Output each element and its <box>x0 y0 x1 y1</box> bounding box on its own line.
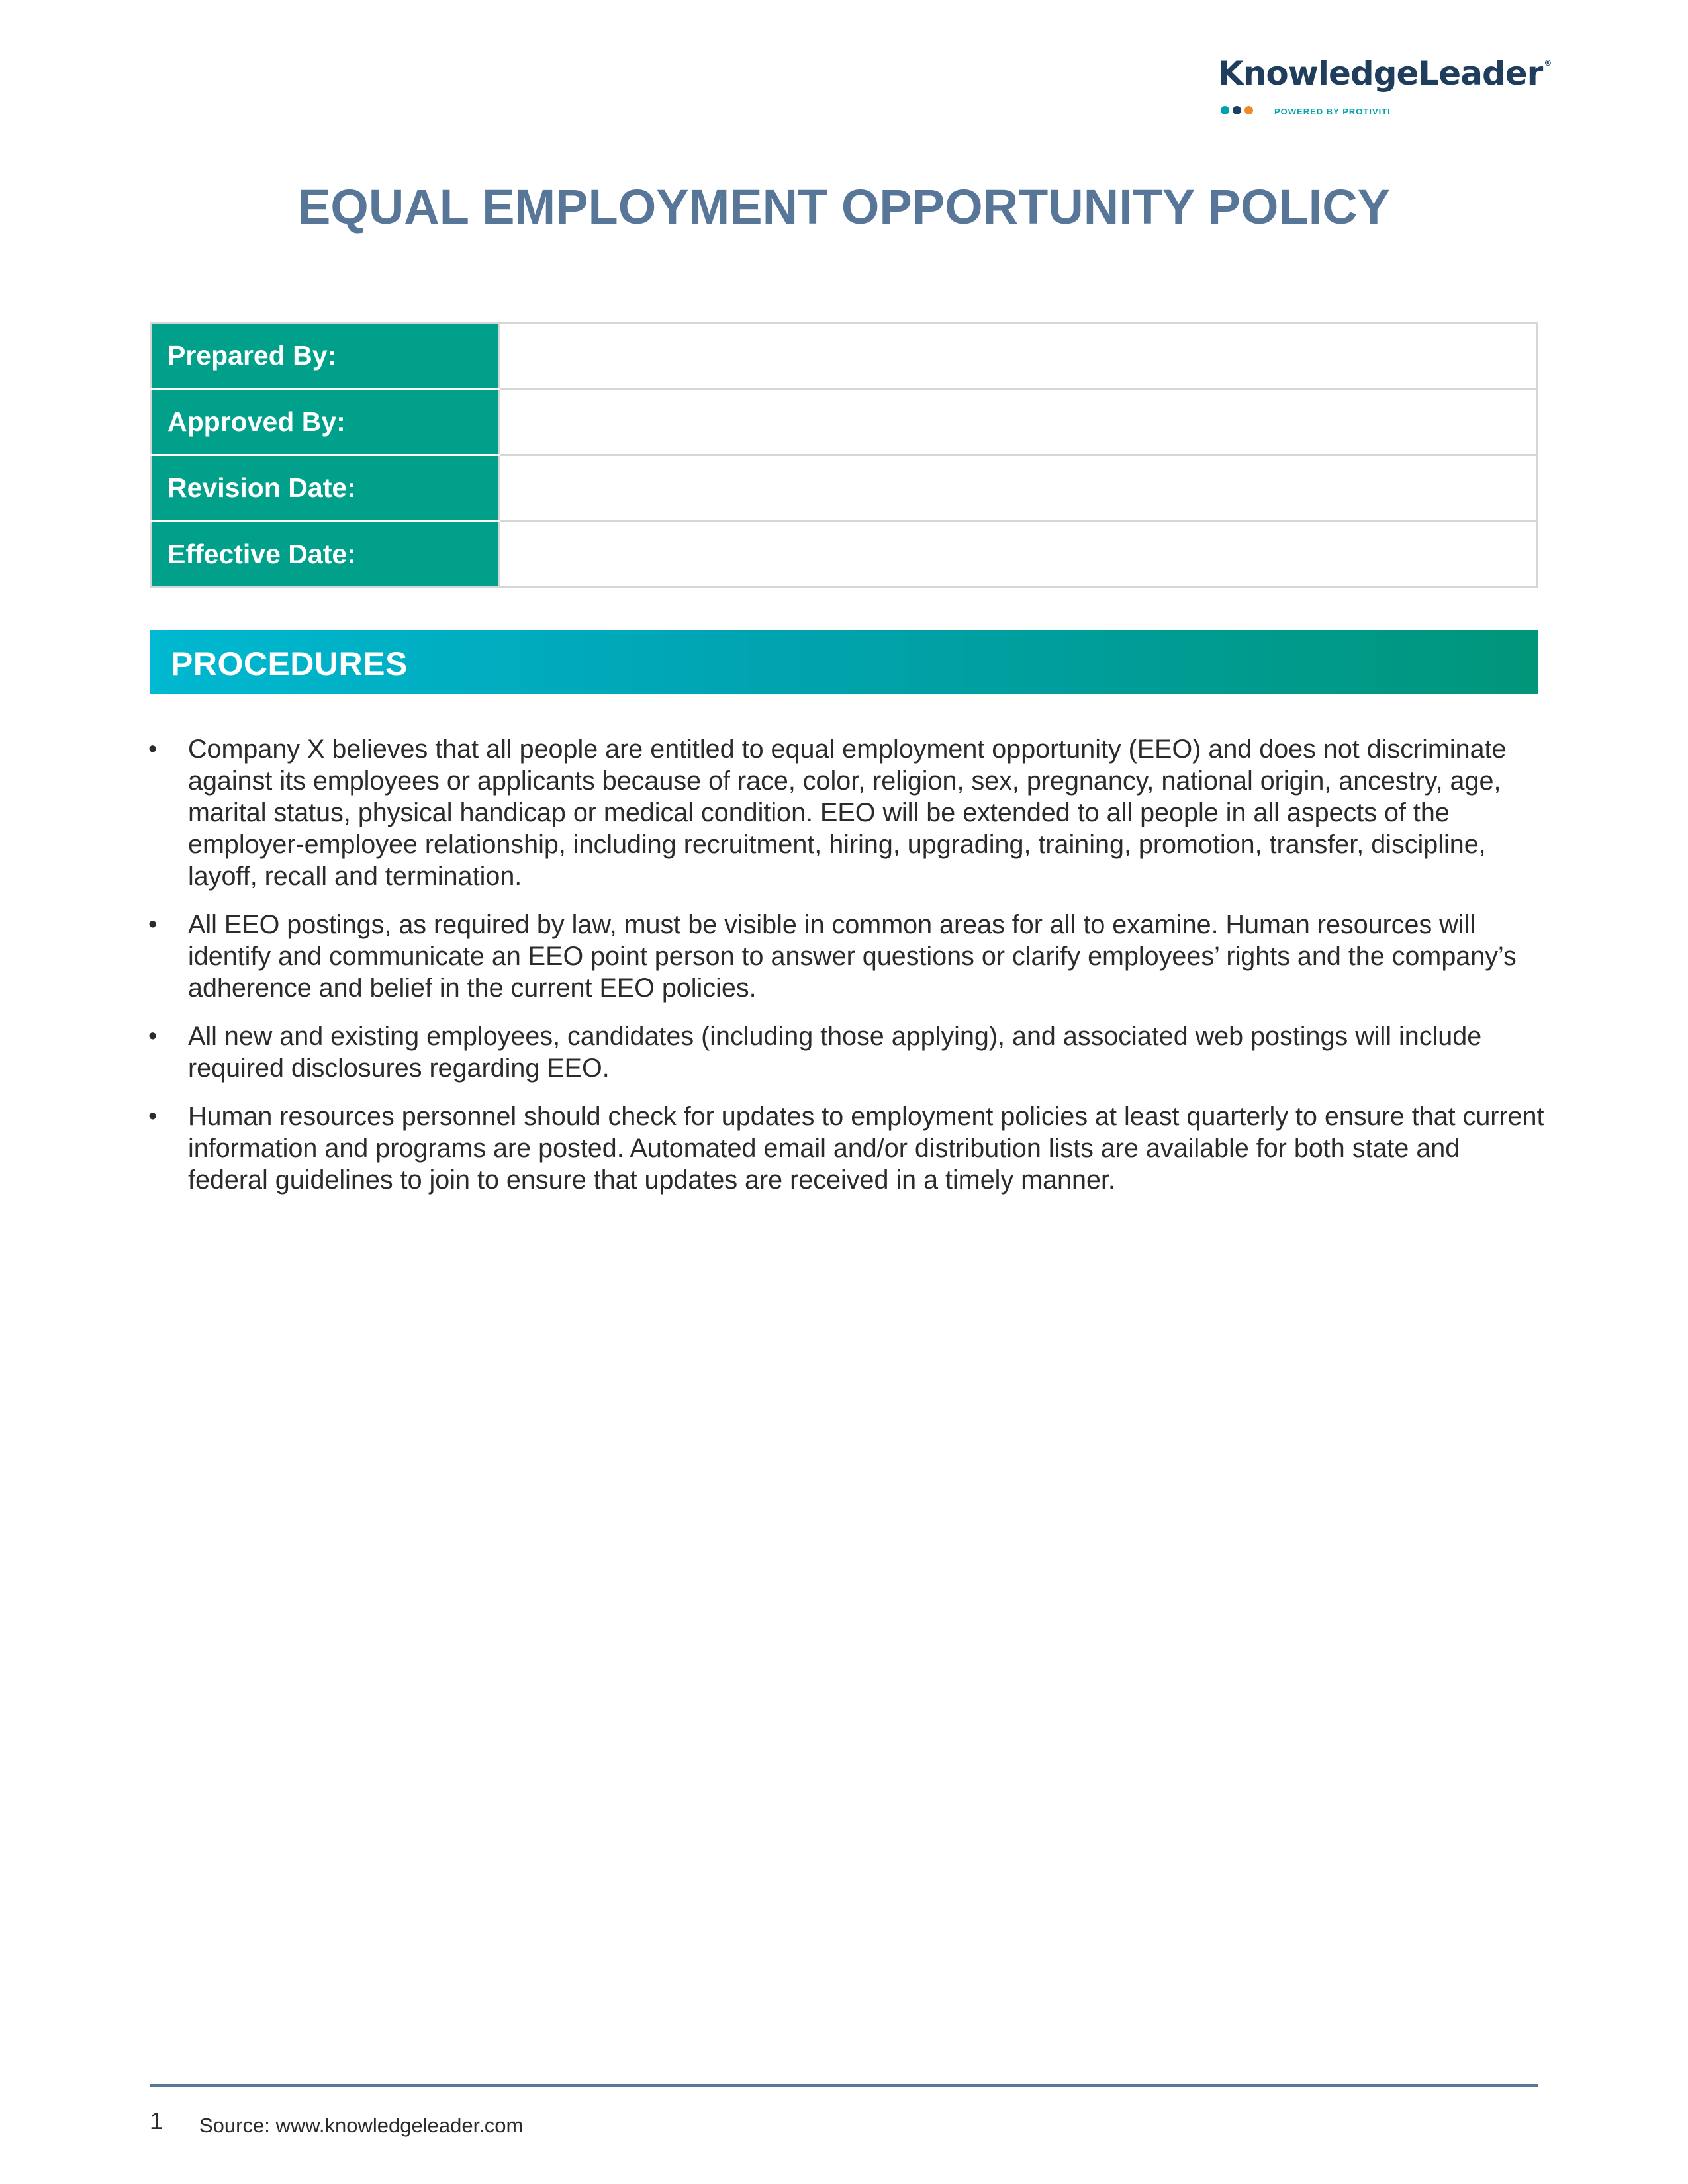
info-row-revision-date <box>151 455 1538 522</box>
info-row-prepared-by <box>151 323 1538 389</box>
bullet-icon: • <box>148 911 158 938</box>
effective-date-value[interactable] <box>500 522 1538 588</box>
info-row-effective-date <box>151 522 1538 588</box>
list-item <box>148 733 1545 892</box>
navy-dot-icon <box>1233 106 1241 114</box>
list-item <box>148 1101 1545 1196</box>
revision-date-value[interactable] <box>500 455 1538 522</box>
bullet-icon: • <box>148 1103 158 1130</box>
logo-name: KnowledgeLeader <box>1218 54 1543 93</box>
list-item <box>148 909 1545 1004</box>
logo-dots-icon <box>1221 106 1253 119</box>
info-row-approved-by <box>151 389 1538 455</box>
page-title: EQUAL EMPLOYMENT OPPORTUNITY POLICY <box>297 179 1391 234</box>
prepared-by-value[interactable] <box>500 323 1538 389</box>
list-item-text: Human resources personnel should check for updates to employment policies at least quarterly to ensure that current information and programs are posted. Automated email and/or distribution lists are available for both state and federal guidelines to join to ensure that updates are received in a timely manner. <box>188 1102 1544 1195</box>
approved-by-label: Approved By: <box>151 389 500 455</box>
footer-source: Source: www.knowledgeleader.com <box>199 2114 524 2137</box>
list-item-text: Company X believes that all people are entitled to equal employment opportunity (EEO) and does not discriminate against its employees or applicants because of race, color, religion, sex, pregnancy, national origin, ancestry, age, marital status, physical handicap or medical condition. EEO will be extended to all people in all aspects of the employer-employee relationship, including recruitment, hiring, upgrading, training, promotion, transfer, discipline, layoff, recall and termination. <box>188 735 1507 891</box>
list-item-text: All new and existing employees, candidates (including those applying), and associated web postings will include required disclosures regarding EEO. <box>188 1022 1482 1083</box>
list-item <box>148 1021 1545 1084</box>
page-number: 1 <box>150 2107 164 2134</box>
section-title: PROCEDURES <box>171 645 408 682</box>
procedures-list <box>148 733 1545 1212</box>
list-item-text: All EEO postings, as required by law, must be visible in common areas for all to examine. Human resources will identify and communicate an EEO point person to answer questions or clarify employees’ rights and the company’s adherence and belief in the current EEO policies. <box>188 910 1517 1003</box>
footer-divider <box>150 2084 1538 2087</box>
logo-registered-mark: ® <box>1544 58 1552 68</box>
logo-tagline: POWERED BY PROTIVITI <box>1274 107 1391 116</box>
prepared-by-label: Prepared By: <box>151 323 500 389</box>
knowledgeleader-logo <box>1218 54 1552 127</box>
effective-date-label: Effective Date: <box>151 522 500 588</box>
teal-dot-icon <box>1221 106 1229 114</box>
bullet-icon: • <box>148 1023 158 1050</box>
approved-by-value[interactable] <box>500 389 1538 455</box>
procedures-section-header <box>150 630 1538 694</box>
document-info-table <box>150 322 1538 588</box>
logo-wordmark <box>1218 54 1551 93</box>
orange-dot-icon <box>1244 106 1253 114</box>
bullet-icon: • <box>148 735 158 763</box>
revision-date-label: Revision Date: <box>151 455 500 522</box>
